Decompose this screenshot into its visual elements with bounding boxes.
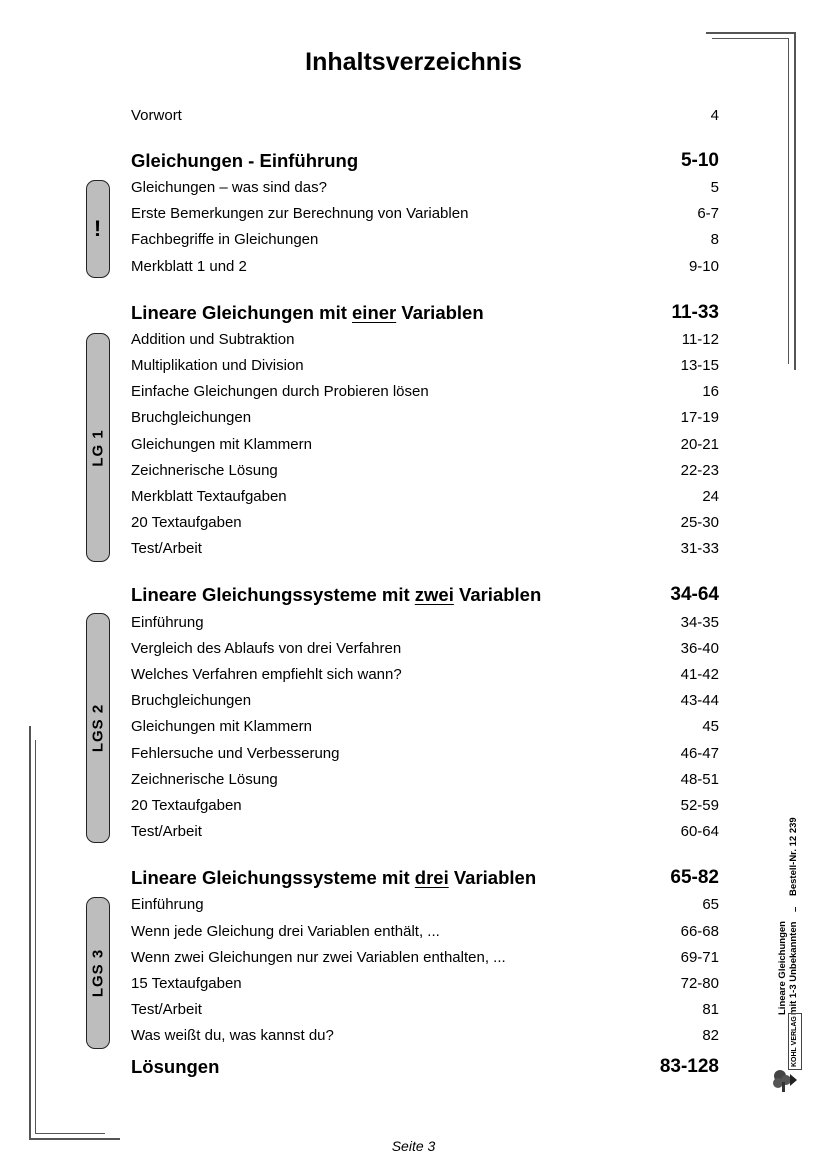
section-tab-lg1: LG 1 bbox=[86, 333, 110, 562]
toc-row[interactable] bbox=[131, 381, 719, 403]
toc-label: 20 Textaufgaben bbox=[131, 514, 242, 531]
toc-page: 16 bbox=[702, 383, 719, 400]
section-tab-lgs2: LGS 2 bbox=[86, 613, 110, 843]
toc-label: Einführung bbox=[131, 896, 204, 913]
frame-top-right-h2 bbox=[712, 38, 788, 39]
toc-row[interactable] bbox=[131, 947, 719, 969]
section-pages: 11-33 bbox=[671, 302, 719, 323]
side-order-number: Bestell-Nr. 12 239 bbox=[788, 817, 799, 896]
toc-label: Zeichnerische Lösung bbox=[131, 462, 278, 479]
toc-page: 5 bbox=[710, 179, 719, 196]
section-heading[interactable] bbox=[131, 300, 719, 326]
publisher-logo-icon bbox=[770, 1066, 798, 1094]
toc-row[interactable] bbox=[131, 1025, 719, 1047]
section-pages: 34-64 bbox=[670, 584, 719, 605]
toc-label: 15 Textaufgaben bbox=[131, 975, 242, 992]
toc-label: Fachbegriffe in Gleichungen bbox=[131, 231, 319, 248]
toc-row[interactable] bbox=[131, 638, 719, 660]
toc-label: Addition und Subtraktion bbox=[131, 331, 295, 348]
section-pages: 5-10 bbox=[680, 150, 719, 171]
toc-row[interactable] bbox=[131, 460, 719, 482]
toc-row[interactable] bbox=[131, 664, 719, 686]
section-tab-lgs3: LGS 3 bbox=[86, 897, 110, 1049]
toc-page: 46-47 bbox=[680, 745, 719, 762]
toc-page: 24 bbox=[702, 488, 719, 505]
toc-page: 22-23 bbox=[680, 462, 719, 479]
toc-page: 17-19 bbox=[680, 409, 719, 426]
toc-page: 31-33 bbox=[680, 540, 719, 557]
section-heading[interactable] bbox=[131, 148, 719, 174]
toc-label: Einführung bbox=[131, 614, 204, 631]
toc-label: 20 Textaufgaben bbox=[131, 797, 242, 814]
toc-label: Einfache Gleichungen durch Probieren lösen bbox=[131, 383, 429, 400]
toc-row[interactable] bbox=[131, 769, 719, 791]
toc-row[interactable] bbox=[131, 407, 719, 429]
toc-page: 52-59 bbox=[680, 797, 719, 814]
section-title: Lineare Gleichungen mit einer Variablen bbox=[131, 302, 484, 323]
toc-page: 41-42 bbox=[680, 666, 719, 683]
toc-label: Gleichungen – was sind das? bbox=[131, 179, 327, 196]
frame-right-v2 bbox=[788, 38, 789, 364]
toc-page: 4 bbox=[710, 107, 719, 124]
toc-page: 66-68 bbox=[680, 923, 719, 940]
toc-label: Test/Arbeit bbox=[131, 540, 202, 557]
toc-row-preface[interactable] bbox=[131, 105, 719, 127]
frame-bottom-h2 bbox=[35, 1133, 105, 1134]
toc-page: 65 bbox=[702, 896, 719, 913]
page-number-footer: Seite 3 bbox=[391, 1138, 436, 1154]
toc-page: 9-10 bbox=[688, 258, 719, 275]
toc-page: 69-71 bbox=[680, 949, 719, 966]
toc-label: Wenn zwei Gleichungen nur zwei Variablen enthalten, ... bbox=[131, 949, 506, 966]
toc-row[interactable] bbox=[131, 434, 719, 456]
section-title: Lösungen bbox=[131, 1056, 220, 1077]
section-pages: 65-82 bbox=[670, 867, 719, 888]
side-title-line1: Lineare Gleichungen bbox=[777, 921, 788, 1015]
toc-label: Bruchgleichungen bbox=[131, 692, 252, 709]
section-pages: 83-128 bbox=[659, 1056, 719, 1077]
toc-label: Welches Verfahren empfiehlt sich wann? bbox=[131, 666, 402, 683]
frame-left-v bbox=[29, 726, 31, 1140]
section-title: Lineare Gleichungssysteme mit drei Variablen bbox=[131, 867, 537, 888]
section-heading[interactable] bbox=[131, 582, 719, 608]
toc-row[interactable] bbox=[131, 690, 719, 712]
toc-row[interactable] bbox=[131, 999, 719, 1021]
toc-label: Bruchgleichungen bbox=[131, 409, 252, 426]
toc-row[interactable] bbox=[131, 512, 719, 534]
toc-row[interactable] bbox=[131, 177, 719, 199]
toc-row[interactable] bbox=[131, 538, 719, 560]
toc-row[interactable] bbox=[131, 743, 719, 765]
toc-row[interactable] bbox=[131, 355, 719, 377]
toc-row[interactable] bbox=[131, 256, 719, 278]
frame-right-v bbox=[794, 32, 796, 370]
toc-row[interactable] bbox=[131, 716, 719, 738]
toc-page: 34-35 bbox=[680, 614, 719, 631]
toc-label: Multiplikation und Division bbox=[131, 357, 304, 374]
toc-label: Wenn jede Gleichung drei Variablen enthält, ... bbox=[131, 923, 440, 940]
toc-label: Was weißt du, was kannst du? bbox=[131, 1027, 334, 1044]
toc-page: 25-30 bbox=[680, 514, 719, 531]
side-title-line2: mit 1-3 Unbekannten bbox=[788, 921, 799, 1015]
toc-page: 6-7 bbox=[697, 205, 719, 222]
toc-label: Gleichungen mit Klammern bbox=[131, 436, 312, 453]
toc-label: Erste Bemerkungen zur Berechnung von Variablen bbox=[131, 205, 469, 222]
toc-row[interactable] bbox=[131, 612, 719, 634]
toc-page: 48-51 bbox=[680, 771, 719, 788]
toc-row[interactable] bbox=[131, 229, 719, 251]
section-heading[interactable] bbox=[131, 865, 719, 891]
publisher-name: KOHL VERLAG bbox=[788, 1013, 802, 1070]
toc-label: Zeichnerische Lösung bbox=[131, 771, 278, 788]
toc-page: 20-21 bbox=[680, 436, 719, 453]
toc-label: Gleichungen mit Klammern bbox=[131, 718, 312, 735]
frame-left-v2 bbox=[35, 740, 36, 1134]
toc-label: Merkblatt Textaufgaben bbox=[131, 488, 287, 505]
section-tab-intro: ! bbox=[86, 180, 110, 278]
toc-row[interactable] bbox=[131, 795, 719, 817]
toc-page: 45 bbox=[702, 718, 719, 735]
toc-page: 36-40 bbox=[680, 640, 719, 657]
toc-label: Test/Arbeit bbox=[131, 823, 202, 840]
section-title: Lineare Gleichungssysteme mit zwei Variablen bbox=[131, 584, 542, 605]
toc-row[interactable] bbox=[131, 894, 719, 916]
toc-page: 13-15 bbox=[680, 357, 719, 374]
toc-page: 11-12 bbox=[681, 331, 719, 348]
side-separator: – bbox=[790, 906, 801, 912]
toc-page: 8 bbox=[710, 231, 719, 248]
page-title: Inhaltsverzeichnis bbox=[305, 48, 522, 76]
toc-row[interactable] bbox=[131, 921, 719, 943]
toc-label: Test/Arbeit bbox=[131, 1001, 202, 1018]
toc-label: Fehlersuche und Verbesserung bbox=[131, 745, 340, 762]
toc-page: 82 bbox=[702, 1027, 719, 1044]
solutions-heading[interactable] bbox=[131, 1054, 719, 1080]
toc-page: 72-80 bbox=[680, 975, 719, 992]
section-title: Gleichungen - Einführung bbox=[131, 150, 359, 171]
frame-top-right-h bbox=[706, 32, 794, 34]
toc-row[interactable] bbox=[131, 821, 719, 843]
toc-page: 60-64 bbox=[680, 823, 719, 840]
toc-page: 43-44 bbox=[680, 692, 719, 709]
toc-label: Vergleich des Ablaufs von drei Verfahren bbox=[131, 640, 402, 657]
toc-row[interactable] bbox=[131, 203, 719, 225]
toc-row[interactable] bbox=[131, 486, 719, 508]
toc-row[interactable] bbox=[131, 973, 719, 995]
toc-label: Merkblatt 1 und 2 bbox=[131, 258, 247, 275]
toc-label: Vorwort bbox=[131, 107, 182, 124]
toc-row[interactable] bbox=[131, 329, 719, 351]
toc-page: 81 bbox=[702, 1001, 719, 1018]
